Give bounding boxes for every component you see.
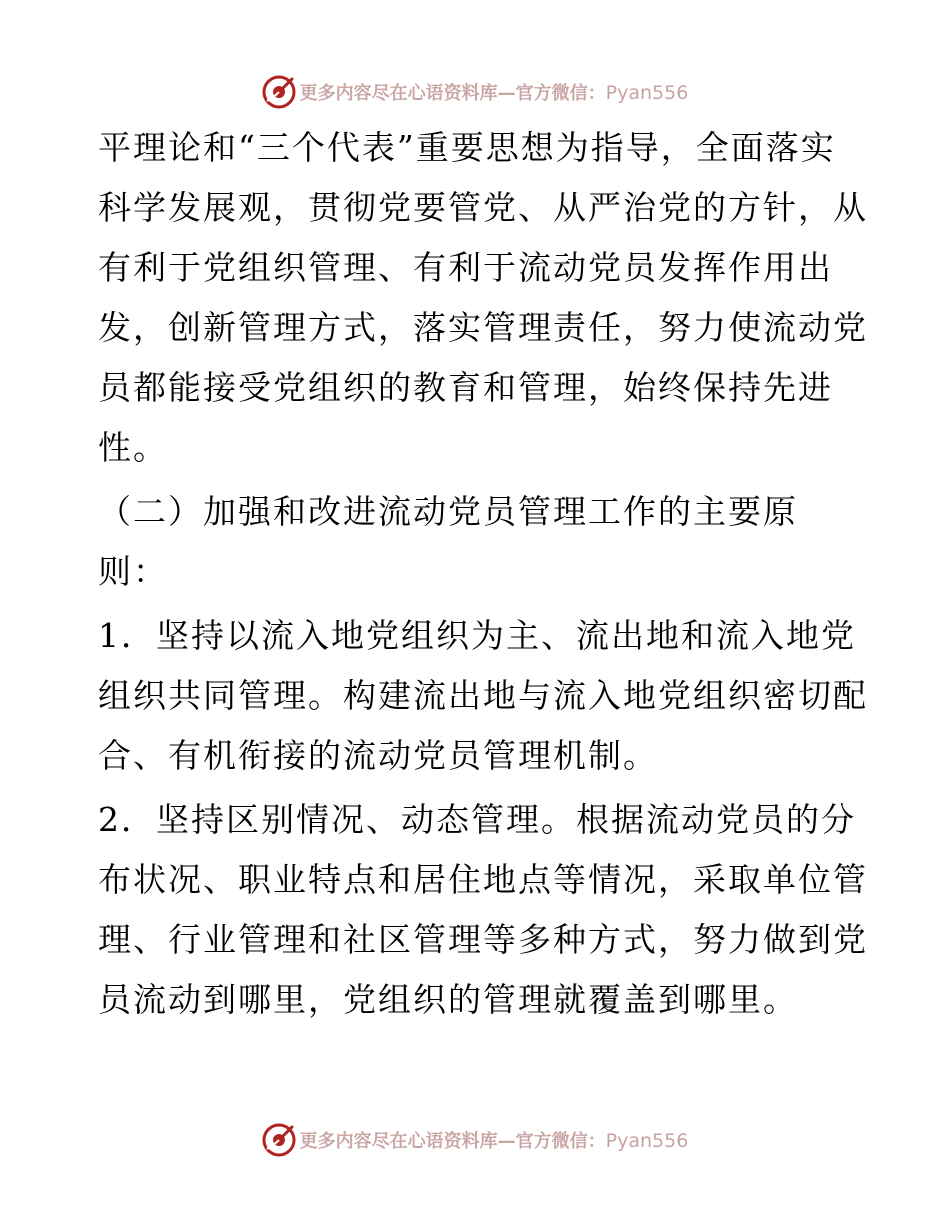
text-line: 则： — [98, 552, 168, 591]
header-watermark — [0, 72, 950, 112]
principle-2 — [98, 790, 868, 1030]
header-watermark-id: Pyan556 — [605, 82, 689, 104]
text-line: 有利于党组织管理、有利于流动党员发挥作用出 — [98, 248, 833, 287]
text-line: 发，创新管理方式，落实管理责任，努力使流动党 — [98, 308, 868, 347]
document-body — [98, 118, 868, 1030]
section-heading — [98, 482, 858, 602]
text-line: 性。 — [98, 428, 168, 467]
text-line: （二）加强和改进流动党员管理工作的主要原 — [98, 492, 798, 531]
text-line: 2．坚持区别情况、动态管理。根据流动党员的分 — [98, 800, 856, 839]
quill-logo-icon — [262, 1123, 296, 1157]
quill-logo-icon — [262, 75, 296, 109]
footer-watermark — [0, 1120, 950, 1160]
text-line: 组织共同管理。构建流出地与流入地党组织密切配 — [98, 676, 868, 715]
text-line: 员流动到哪里，党组织的管理就覆盖到哪里。 — [98, 980, 798, 1019]
text-line: 布状况、职业特点和居住地点等情况，采取单位管 — [98, 860, 868, 899]
footer-watermark-text: 更多内容尽在心语资料库—官方微信：Pyan556 — [299, 1130, 689, 1152]
text-line: 员都能接受党组织的教育和管理，始终保持先进 — [98, 368, 833, 407]
text-line: 合、有机衔接的流动党员管理机制。 — [98, 736, 658, 775]
text-line: 平理论和“三个代表”重要思想为指导，全面落实 — [98, 128, 836, 167]
text-line: 科学发展观，贯彻党要管党、从严治党的方针，从 — [98, 188, 868, 227]
text-line: 理、行业管理和社区管理等多种方式，努力做到党 — [98, 920, 868, 959]
header-watermark-text: 更多内容尽在心语资料库—官方微信：Pyan556 — [299, 82, 689, 104]
footer-watermark-id: Pyan556 — [605, 1130, 689, 1152]
paragraph-1 — [98, 118, 868, 478]
principle-1 — [98, 606, 868, 786]
text-line: 1．坚持以流入地党组织为主、流出地和流入地党 — [98, 616, 856, 655]
